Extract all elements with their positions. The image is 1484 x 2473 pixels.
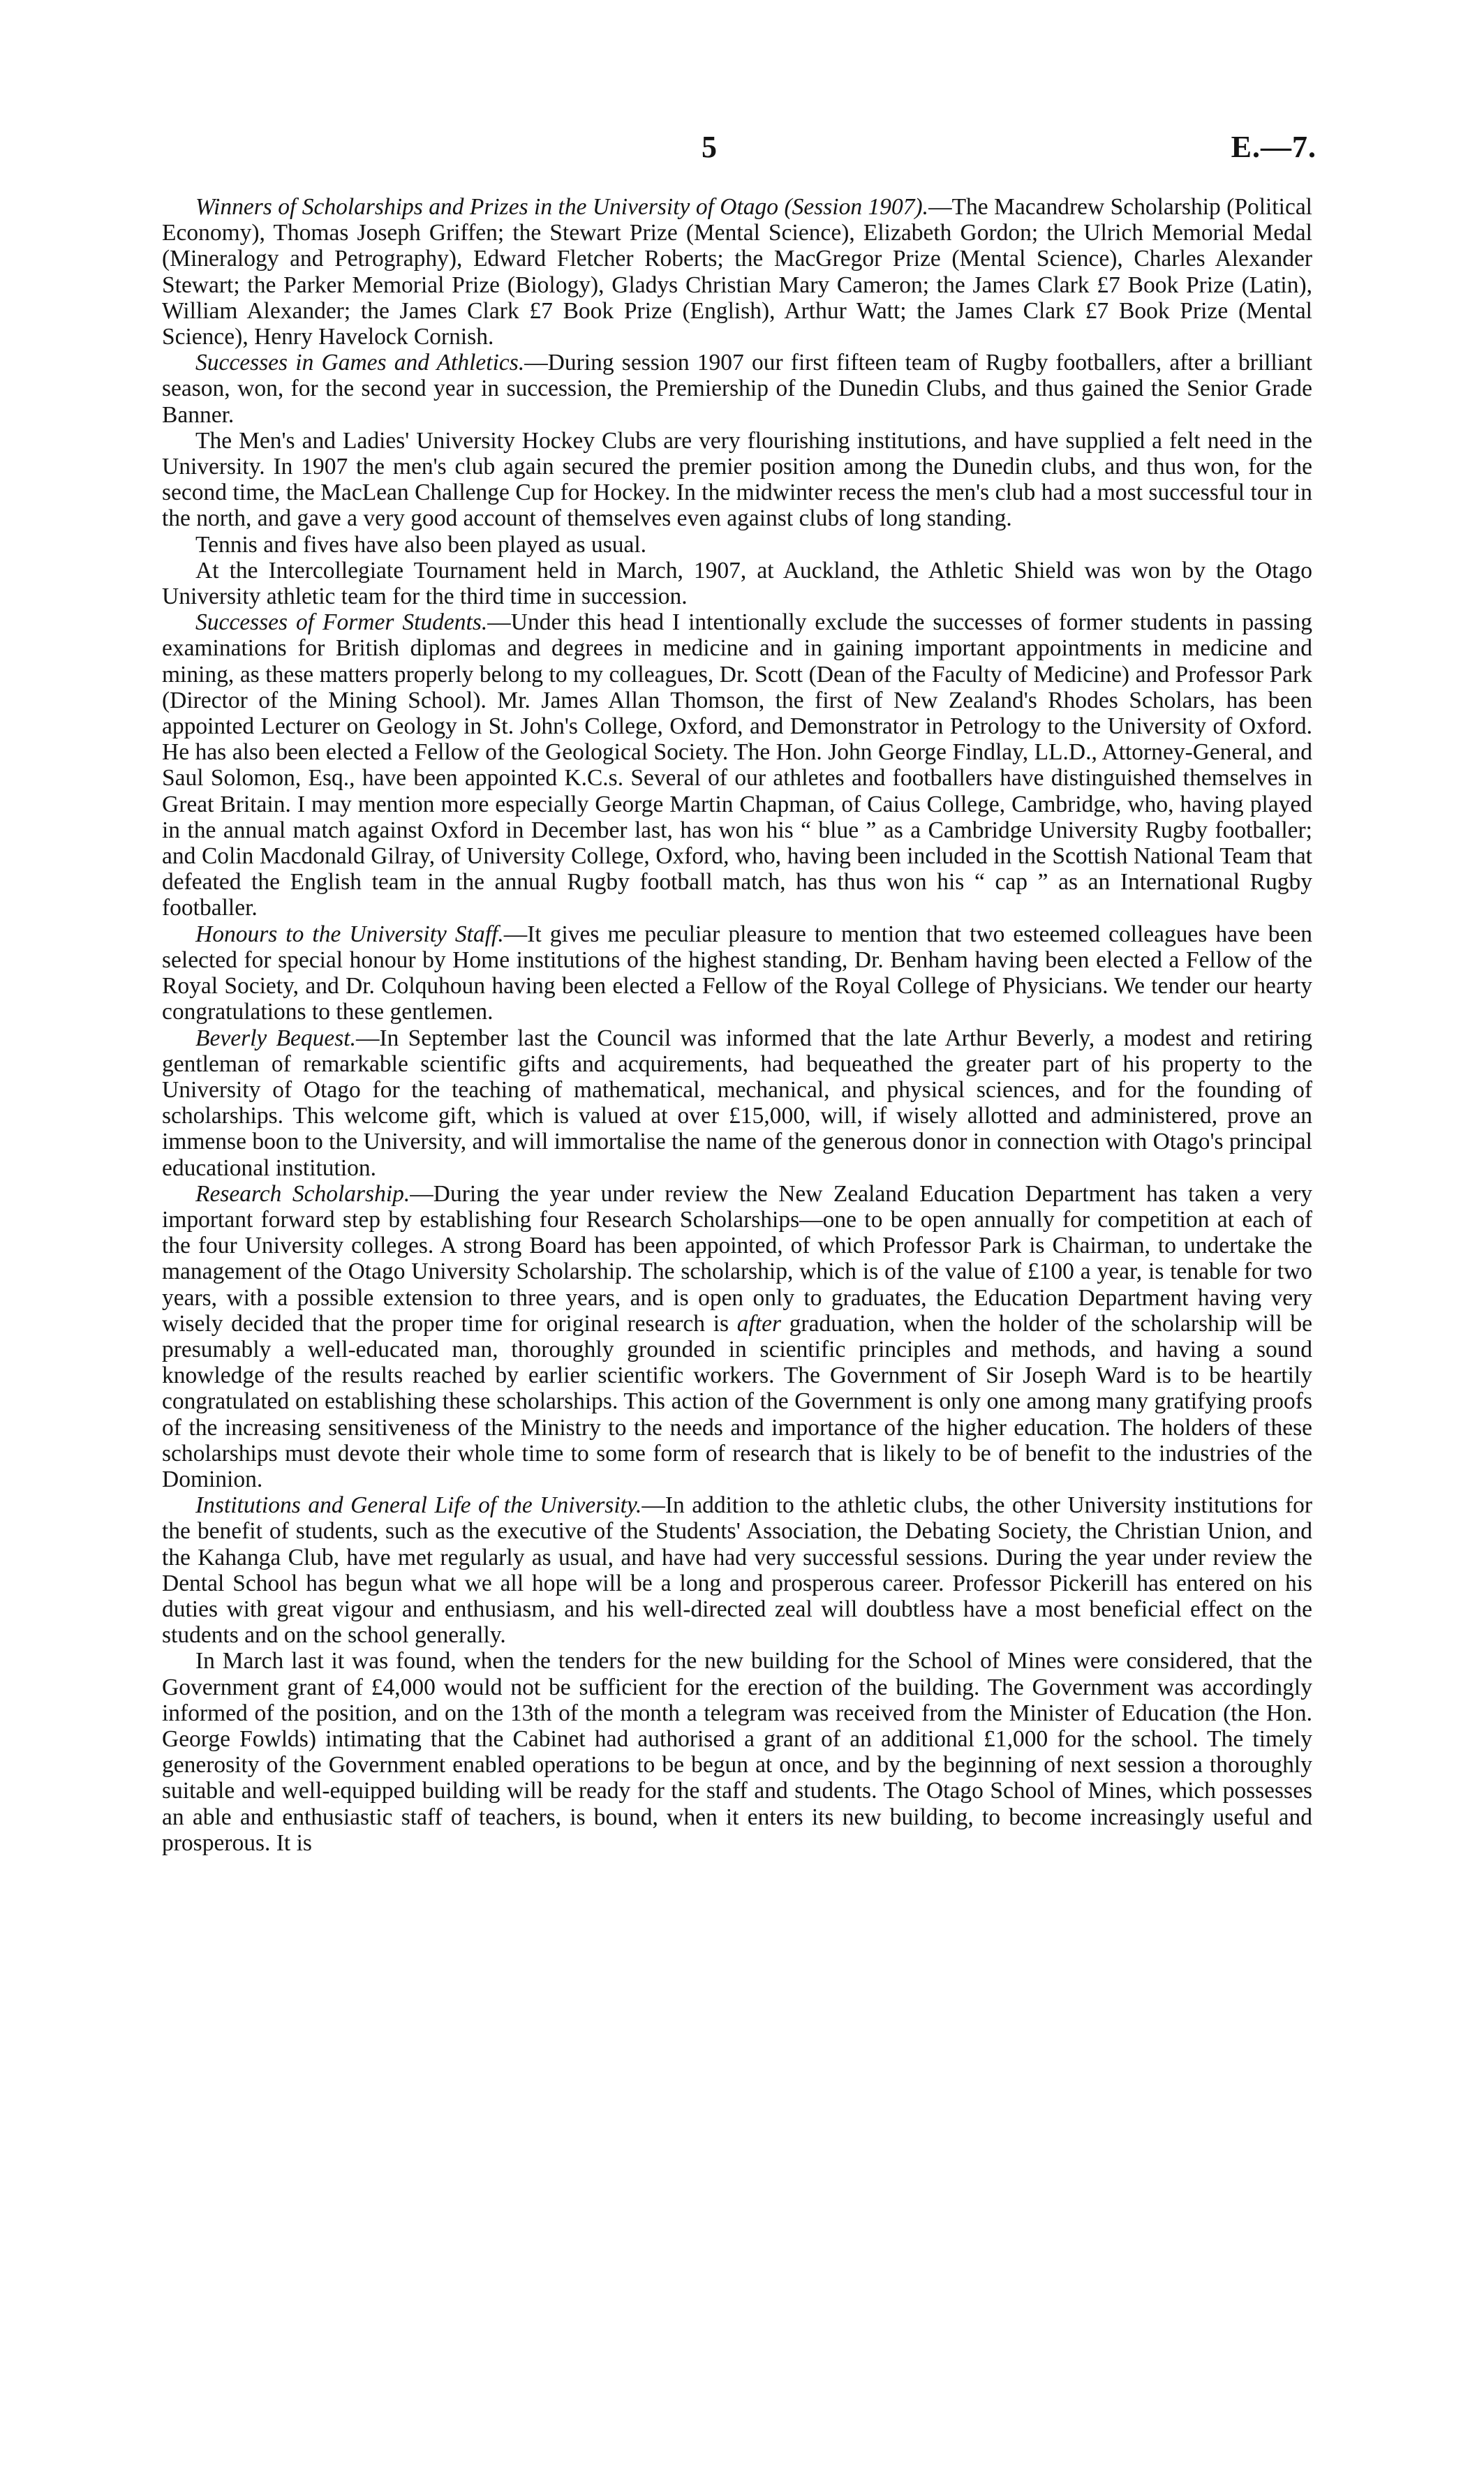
- document-body: [162, 194, 1312, 1856]
- paragraph-text: —In September last the Council was informed that the late Arthur Beverly, a modest and retiring gentleman of remarkable scientific gifts and acquirements, had bequeathed the greater part of his property to the University of Otago for the teaching of mathematical, mechanical, and physical sciences, and for the founding of scholarships. This welcome gift, which is valued at over £15,000, will, if wisely allotted and administered, prove an immense boon to the University, and will immortalise the name of the generous donor in connection with Otago's principal educational institution.: [162, 1025, 1312, 1181]
- paragraph-text: —It gives me peculiar pleasure to mention that two esteemed colleagues have been selected for special honour by Home institutions of the highest standing, Dr. Benham having been elected a Fellow of the Royal Society, and Dr. Colquhoun having been elected a Fellow of the Royal College of Physicians. We tender our hearty congratulations to these gentlemen.: [162, 921, 1312, 1025]
- paragraph-heading: Successes in Games and Athletics.: [195, 350, 525, 376]
- paragraph-heading: Honours to the University Staff.: [195, 921, 504, 947]
- paragraph-text: —In addition to the athletic clubs, the other University institutions for the benefit of students, such as the executive of the Students' Association, the Debating Society, the Christian Union, and the Kahanga Club, have met regularly as usual, and have had very successful sessions. During the year under review the Dental School has begun what we all hope will be a long and prosperous career. Professor Pickerill has entered on his duties with great vigour and enthusiasm, and his well-directed zeal will doubtless have a most beneficial effect on the students and on the school generally.: [162, 1492, 1312, 1649]
- paragraph-text-continued: graduation, when the holder of the scholarship will be presumably a well-educated man, thoroughly grounded in scientific principles and methods, and having a sound knowledge of the results reached by earlier scientific workers. The Government of Sir Joseph Ward is to be heartily congratulated on establishing these scholarships. This action of the Government is only one among many gratifying proofs of the increasing sensitiveness of the Ministry to the needs and importance of the higher education. The holders of these scholarships must devote their whole time to some form of research that is likely to be of benefit to the industries of the Dominion.: [162, 1310, 1313, 1492]
- paragraph-heading: Winners of Scholarships and Prizes in the University of Otago (Session 1907).: [195, 194, 929, 220]
- paragraph-heading: Beverly Bequest.: [195, 1025, 356, 1051]
- paragraph-text: Tennis and fives have also been played as usual.: [195, 531, 647, 558]
- paragraph-text: The Men's and Ladies' University Hockey Clubs are very flourishing institutions, and have supplied a felt need in the University. In 1907 the men's club again secured the premier position among the Dunedin clubs, and thus won, for the second time, the MacLean Challenge Cup for Hockey. In the midwinter recess the men's club had a most successful tour in the north, and gave a very good account of themselves even against clubs of long standing.: [162, 427, 1312, 532]
- paragraph-text: In March last it was found, when the tenders for the new building for the School of Mines were considered, that the Government grant of £4,000 would not be sufficient for the erection of the building. The Government was accordingly informed of the position, and on the 13th of the month a telegram was received from the Minister of Education (the Hon. George Fowlds) intimating that the Cabinet had authorised a grant of an additional £1,000 for the school. The timely generosity of the Government enabled operations to be begun at once, and by the beginning of next session a thoroughly suitable and well-equipped building will be ready for the staff and students. The Otago School of Mines, which possesses an able and enthusiastic staff of teachers, is bound, when it enters its new building, to become increasingly useful and prosperous. It is: [162, 1648, 1312, 1856]
- paragraph-heading: Research Scholarship.: [195, 1180, 410, 1207]
- paragraph-heading: Institutions and General Life of the University.: [195, 1492, 642, 1519]
- paragraph-staff-honours: [162, 921, 1312, 1025]
- paragraph-text: At the Intercollegiate Tournament held in March, 1907, at Auckland, the Athletic Shield was won by the Otago University athletic team for the third time in succession.: [162, 557, 1312, 610]
- paragraph-text: —During the year under review the New Zealand Education Department has taken a very important forward step by establishing four Research Scholarships—one to be open annually for competition at each of the four University colleges. A strong Board has been appointed, of which Professor Park is Chairman, to undertake the management of the Otago University Scholarship. The scholarship, which is of the value of £100 a year, is tenable for two years, with a possible extension to three years, and is open only to graduates, the Education Department having very wisely decided that the proper time for original research is: [162, 1180, 1312, 1337]
- paragraph-beverly-bequest: [162, 1025, 1312, 1181]
- paragraph-research-scholarship: [162, 1181, 1312, 1492]
- paragraph-tennis-fives: [162, 532, 1312, 558]
- paragraph-school-of-mines: [162, 1648, 1312, 1856]
- paragraph-intercollegiate-tournament: [162, 558, 1312, 609]
- paragraph-text: —During session 1907 our first fifteen team of Rugby footballers, after a brilliant season, won, for the second year in succession, the Premiership of the Dunedin Clubs, and thus gained the Senior Grade Banner.: [162, 350, 1313, 428]
- paragraph-hockey-clubs: [162, 428, 1312, 532]
- paragraph-games-athletics: [162, 350, 1312, 428]
- page-number: 5: [702, 130, 717, 164]
- paragraph-text: —Under this head I intentionally exclude the successes of former students in passing examinations for British diplomas and degrees in medicine and in gaining important appointments in medicine and mining, as these matters properly belong to my colleagues, Dr. Scott (Dean of the Faculty of Medicine) and Professor Park (Director of the Mining School). Mr. James Allan Thomson, the first of New Zealand's Rhodes Scholars, has been appointed Lecturer on Geology in St. John's College, Oxford, and Demonstrator in Petrology to the University of Oxford. He has also been elected a Fellow of the Geological Society. The Hon. John George Findlay, LL.D., Attorney-General, and Saul Solomon, Esq., have been appointed K.C.s. Several of our athletes and footballers have distinguished themselves in Great Britain. I may mention more especially George Martin Chapman, of Caius College, Cambridge, who, having played in the annual match against Oxford in December last, has won his “ blue ” as a Cambridge University Rugby footballer; and Colin Macdonald Gilray, of University College, Oxford, who, having been included in the Scottish National Team that defeated the English team in the annual Rugby football match, has thus won his “ cap ” as an International Rugby footballer.: [162, 609, 1312, 921]
- paragraph-institutions-general-life: [162, 1492, 1312, 1648]
- paragraph-text: —The Macandrew Scholarship (Political Economy), Thomas Joseph Griffen; the Stewart Prize (Mental Science), Elizabeth Gordon; the Ulrich Memorial Medal (Mineralogy and Petrography), Edward Fletcher Roberts; the MacGregor Prize (Mental Science), Charles Alexander Stewart; the Parker Memorial Prize (Biology), Gladys Christian Mary Cameron; the James Clark £7 Book Prize (Latin), William Alexander; the James Clark £7 Book Prize (English), Arthur Watt; the James Clark £7 Book Prize (Mental Science), Henry Havelock Cornish.: [162, 194, 1312, 350]
- paragraph-scholarship-winners: [162, 194, 1312, 350]
- emphasized-word: after: [736, 1310, 782, 1337]
- document-reference: E.—7.: [1231, 130, 1316, 164]
- paragraph-heading: Successes of Former Students.: [195, 609, 488, 636]
- paragraph-former-students: [162, 609, 1312, 921]
